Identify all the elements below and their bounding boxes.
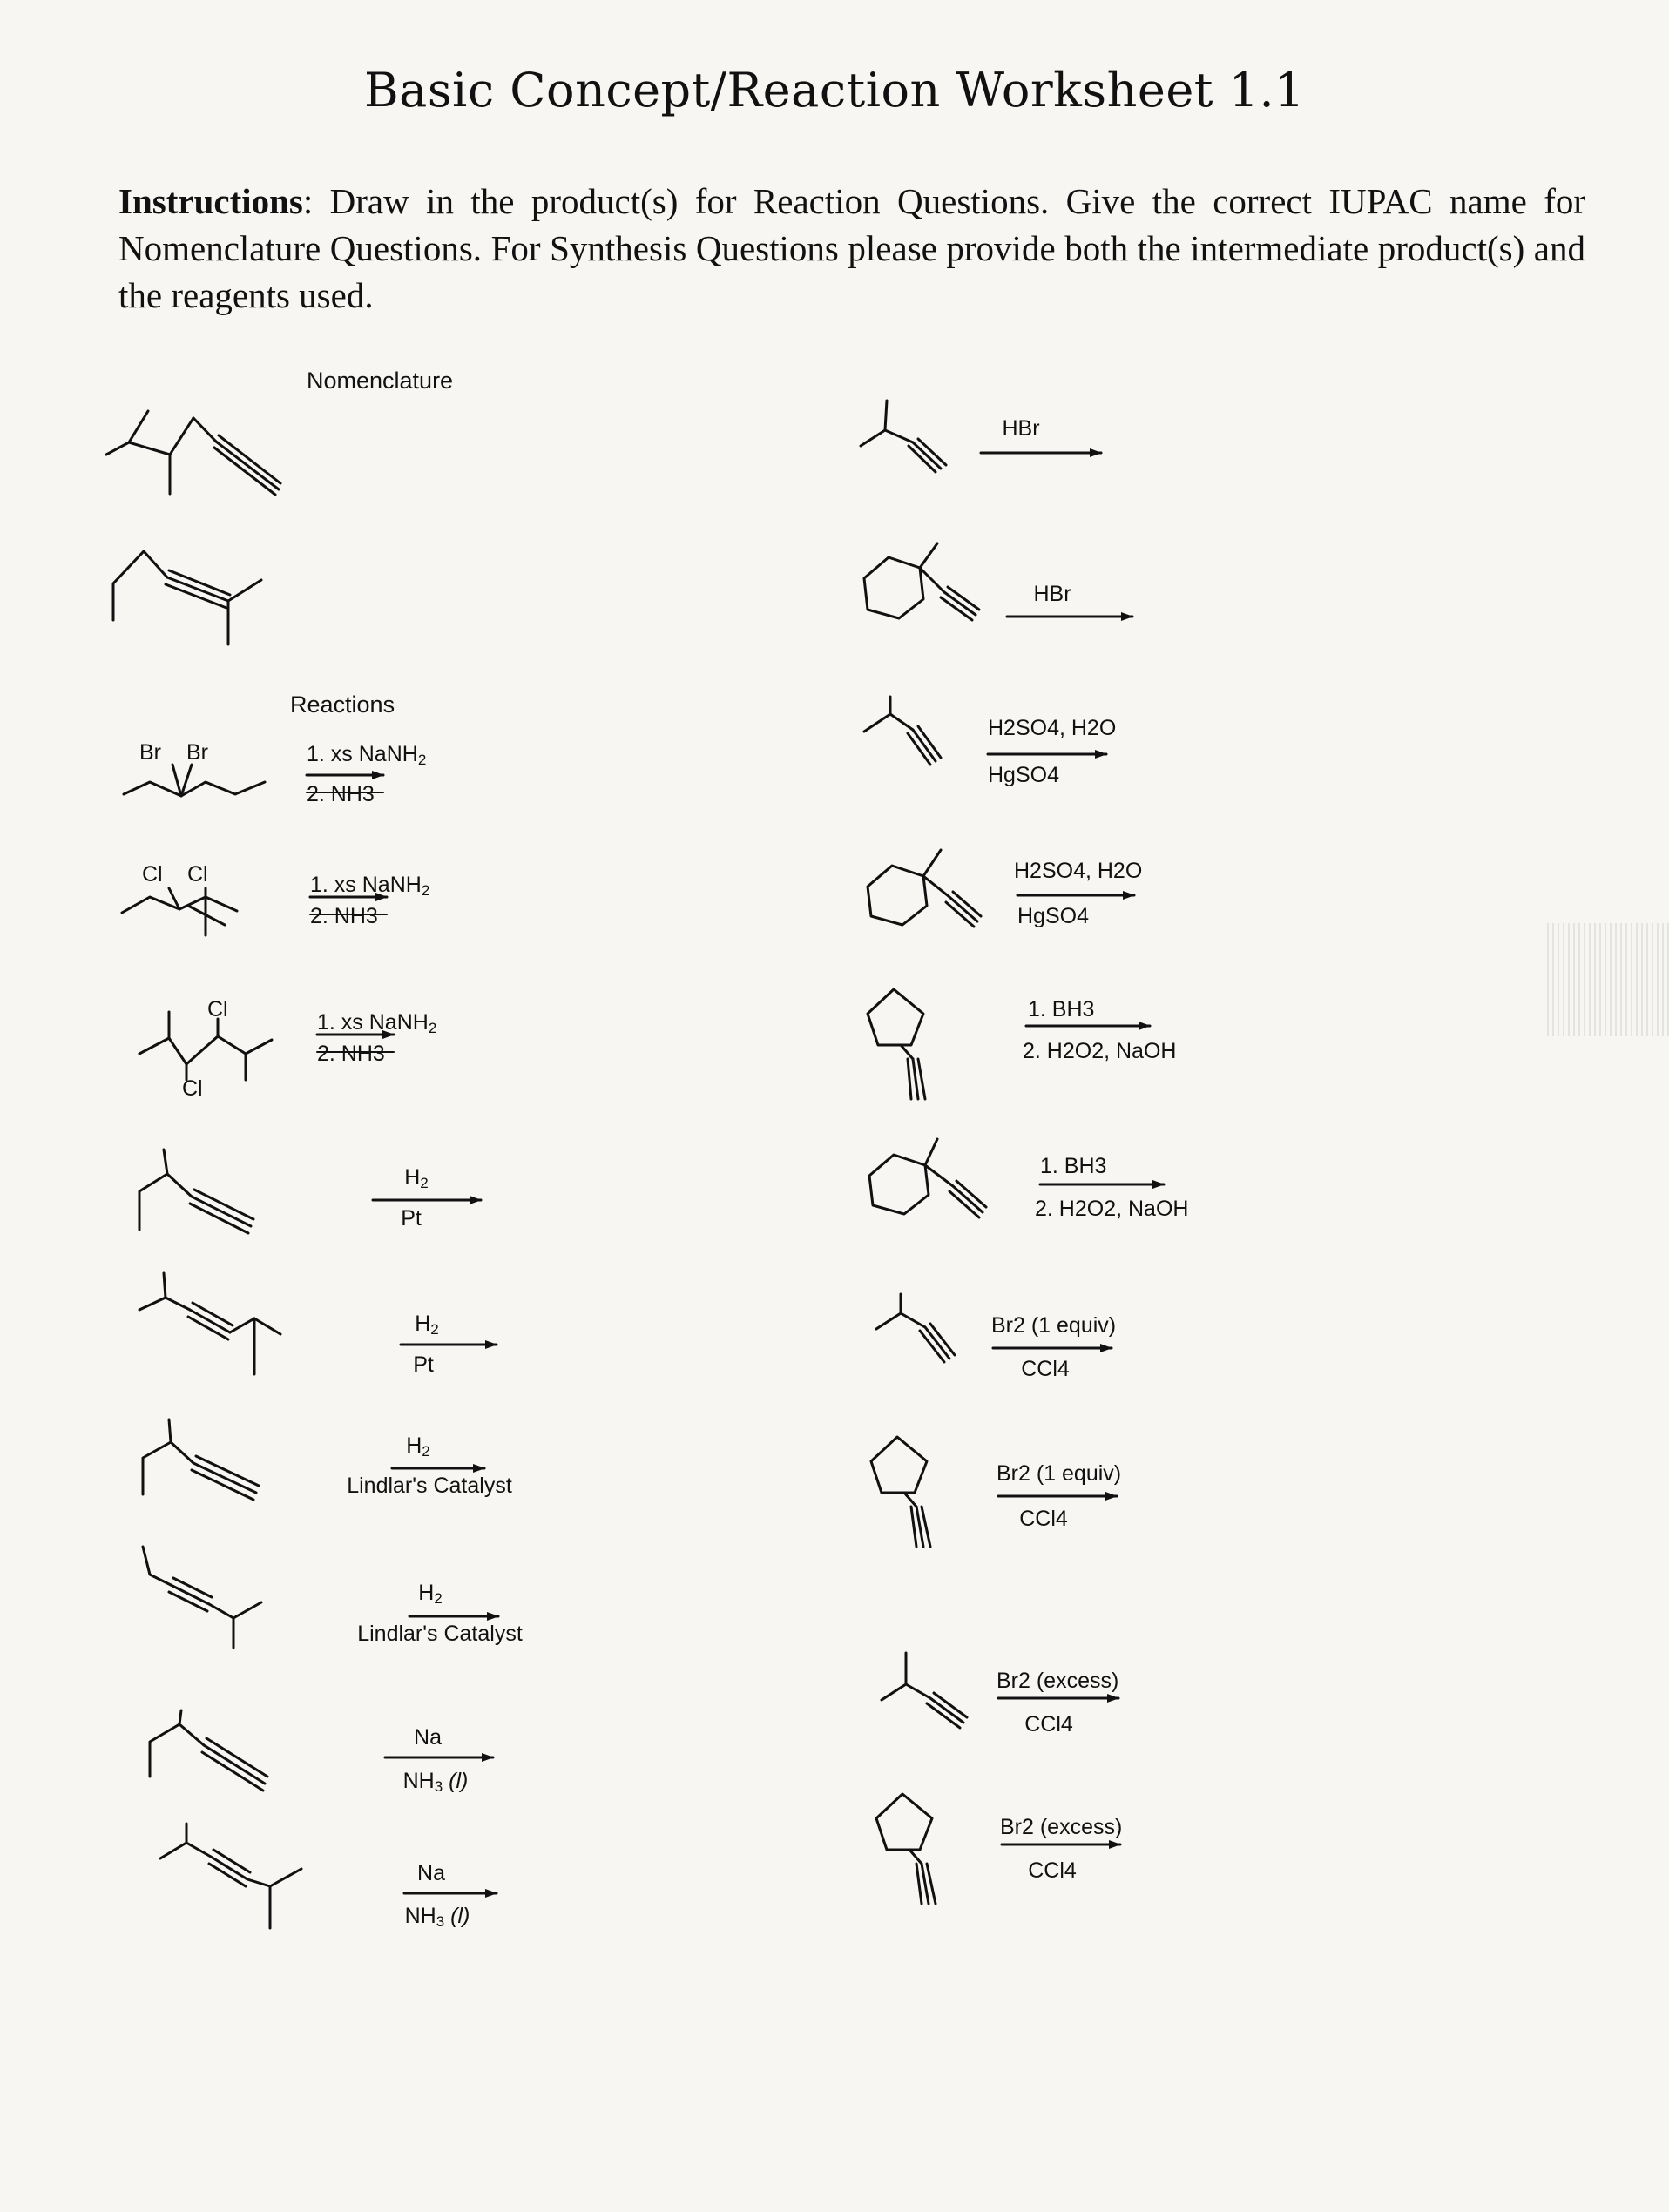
reagent-line: Br2 (excess) — [997, 1669, 1119, 1693]
section-nomenclature: Nomenclature — [307, 368, 454, 394]
reagent-line: CCl4 — [1019, 1507, 1068, 1531]
reagent-line: Br2 (1 equiv) — [991, 1313, 1117, 1338]
molecule-structure — [113, 551, 261, 644]
molecule-structure — [869, 1139, 986, 1217]
reagent-line: 1. BH3 — [1040, 1154, 1107, 1178]
instructions — [118, 178, 1585, 319]
reagent-line: CCl4 — [1028, 1858, 1077, 1883]
atom-label-cl: Cl — [182, 1076, 203, 1101]
reagent-line: Br2 (excess) — [1000, 1815, 1123, 1839]
reagent-line: $NH_3$ (l) — [402, 1769, 469, 1795]
molecule-structure — [106, 411, 280, 495]
reagent-line: 2. NH3 — [310, 904, 378, 928]
reagent-line: Pt — [413, 1352, 434, 1377]
molecule-structure — [139, 1012, 272, 1080]
instructions-label: Instructions — [118, 181, 303, 221]
reagent-line: H2SO4, H2O — [988, 716, 1117, 740]
reagent-line: Lindlar's Catalyst — [357, 1622, 523, 1646]
molecule-structure — [876, 1294, 955, 1362]
reagent-line: 2. NH3 — [317, 1042, 385, 1066]
molecule-structure — [876, 1794, 936, 1904]
molecule-structure — [143, 1547, 261, 1648]
reagent-line: CCl4 — [1024, 1712, 1073, 1737]
atom-label-cl: Cl — [207, 997, 228, 1022]
reagent-line: CCl4 — [1021, 1357, 1070, 1381]
reagent-line: $H_2$ — [418, 1581, 443, 1607]
molecule-structure — [124, 765, 265, 796]
reagent-line: 2. H2O2, NaOH — [1023, 1039, 1177, 1063]
reagent-line: $H_2$ — [406, 1433, 430, 1460]
reagent-line: 1. BH3 — [1028, 997, 1095, 1022]
reagent-line: 1. xs NaNH$_2$ — [317, 1010, 437, 1036]
reagent-line: 2. NH3 — [307, 782, 375, 806]
reagent-line: HBr — [1033, 582, 1071, 606]
page-title: Basic Concept/Reaction Worksheet 1.1 — [363, 63, 1306, 118]
atom-label-br: Br — [139, 740, 161, 765]
reagent-line: $H_2$ — [415, 1312, 439, 1338]
molecule-structure — [868, 989, 925, 1099]
molecule-structure — [139, 1273, 280, 1374]
atom-label-cl: Cl — [187, 862, 208, 887]
molecule-structure — [868, 850, 981, 927]
reagent-line: Lindlar's Catalyst — [347, 1474, 512, 1498]
molecule-structure — [122, 888, 237, 935]
reagent-line: Br2 (1 equiv) — [997, 1461, 1122, 1486]
molecule-structure — [861, 401, 946, 472]
molecule-structure — [143, 1420, 259, 1500]
atom-label-cl: Cl — [142, 862, 163, 887]
atom-label-br: Br — [186, 740, 208, 765]
scan-margin-artifact — [1547, 923, 1669, 1036]
section-reactions: Reactions — [290, 691, 395, 718]
molecule-structure — [139, 1150, 253, 1233]
molecule-structure — [150, 1710, 267, 1791]
molecule-structure — [882, 1653, 967, 1728]
reagent-line: H2SO4, H2O — [1014, 859, 1143, 883]
reagent-line: $NH_3$ (l) — [404, 1904, 470, 1930]
reagent-line: Na — [414, 1725, 442, 1750]
reagent-line: HgSO4 — [1017, 904, 1089, 928]
reagent-line: 1. xs NaNH$_2$ — [307, 742, 427, 768]
reagent-line: $H_2$ — [404, 1165, 429, 1191]
reagent-line: HgSO4 — [988, 763, 1059, 787]
molecule-structure — [160, 1824, 301, 1928]
reagent-line: HBr — [1002, 416, 1040, 441]
molecule-structure — [864, 543, 979, 620]
molecule-structure — [864, 697, 941, 765]
molecule-structure — [871, 1437, 930, 1547]
reagent-line: 1. xs NaNH$_2$ — [310, 873, 430, 899]
reagent-line: 2. H2O2, NaOH — [1035, 1197, 1189, 1221]
reagent-line: Na — [417, 1861, 445, 1885]
reagent-line: Pt — [401, 1206, 422, 1231]
instructions-text: : Draw in the product(s) for Reaction Questions. Give the correct IUPAC name for Nomenclature Questions. For Synthesis Questions please provide both the intermediate product(s) and the reagents used. — [118, 181, 1585, 315]
